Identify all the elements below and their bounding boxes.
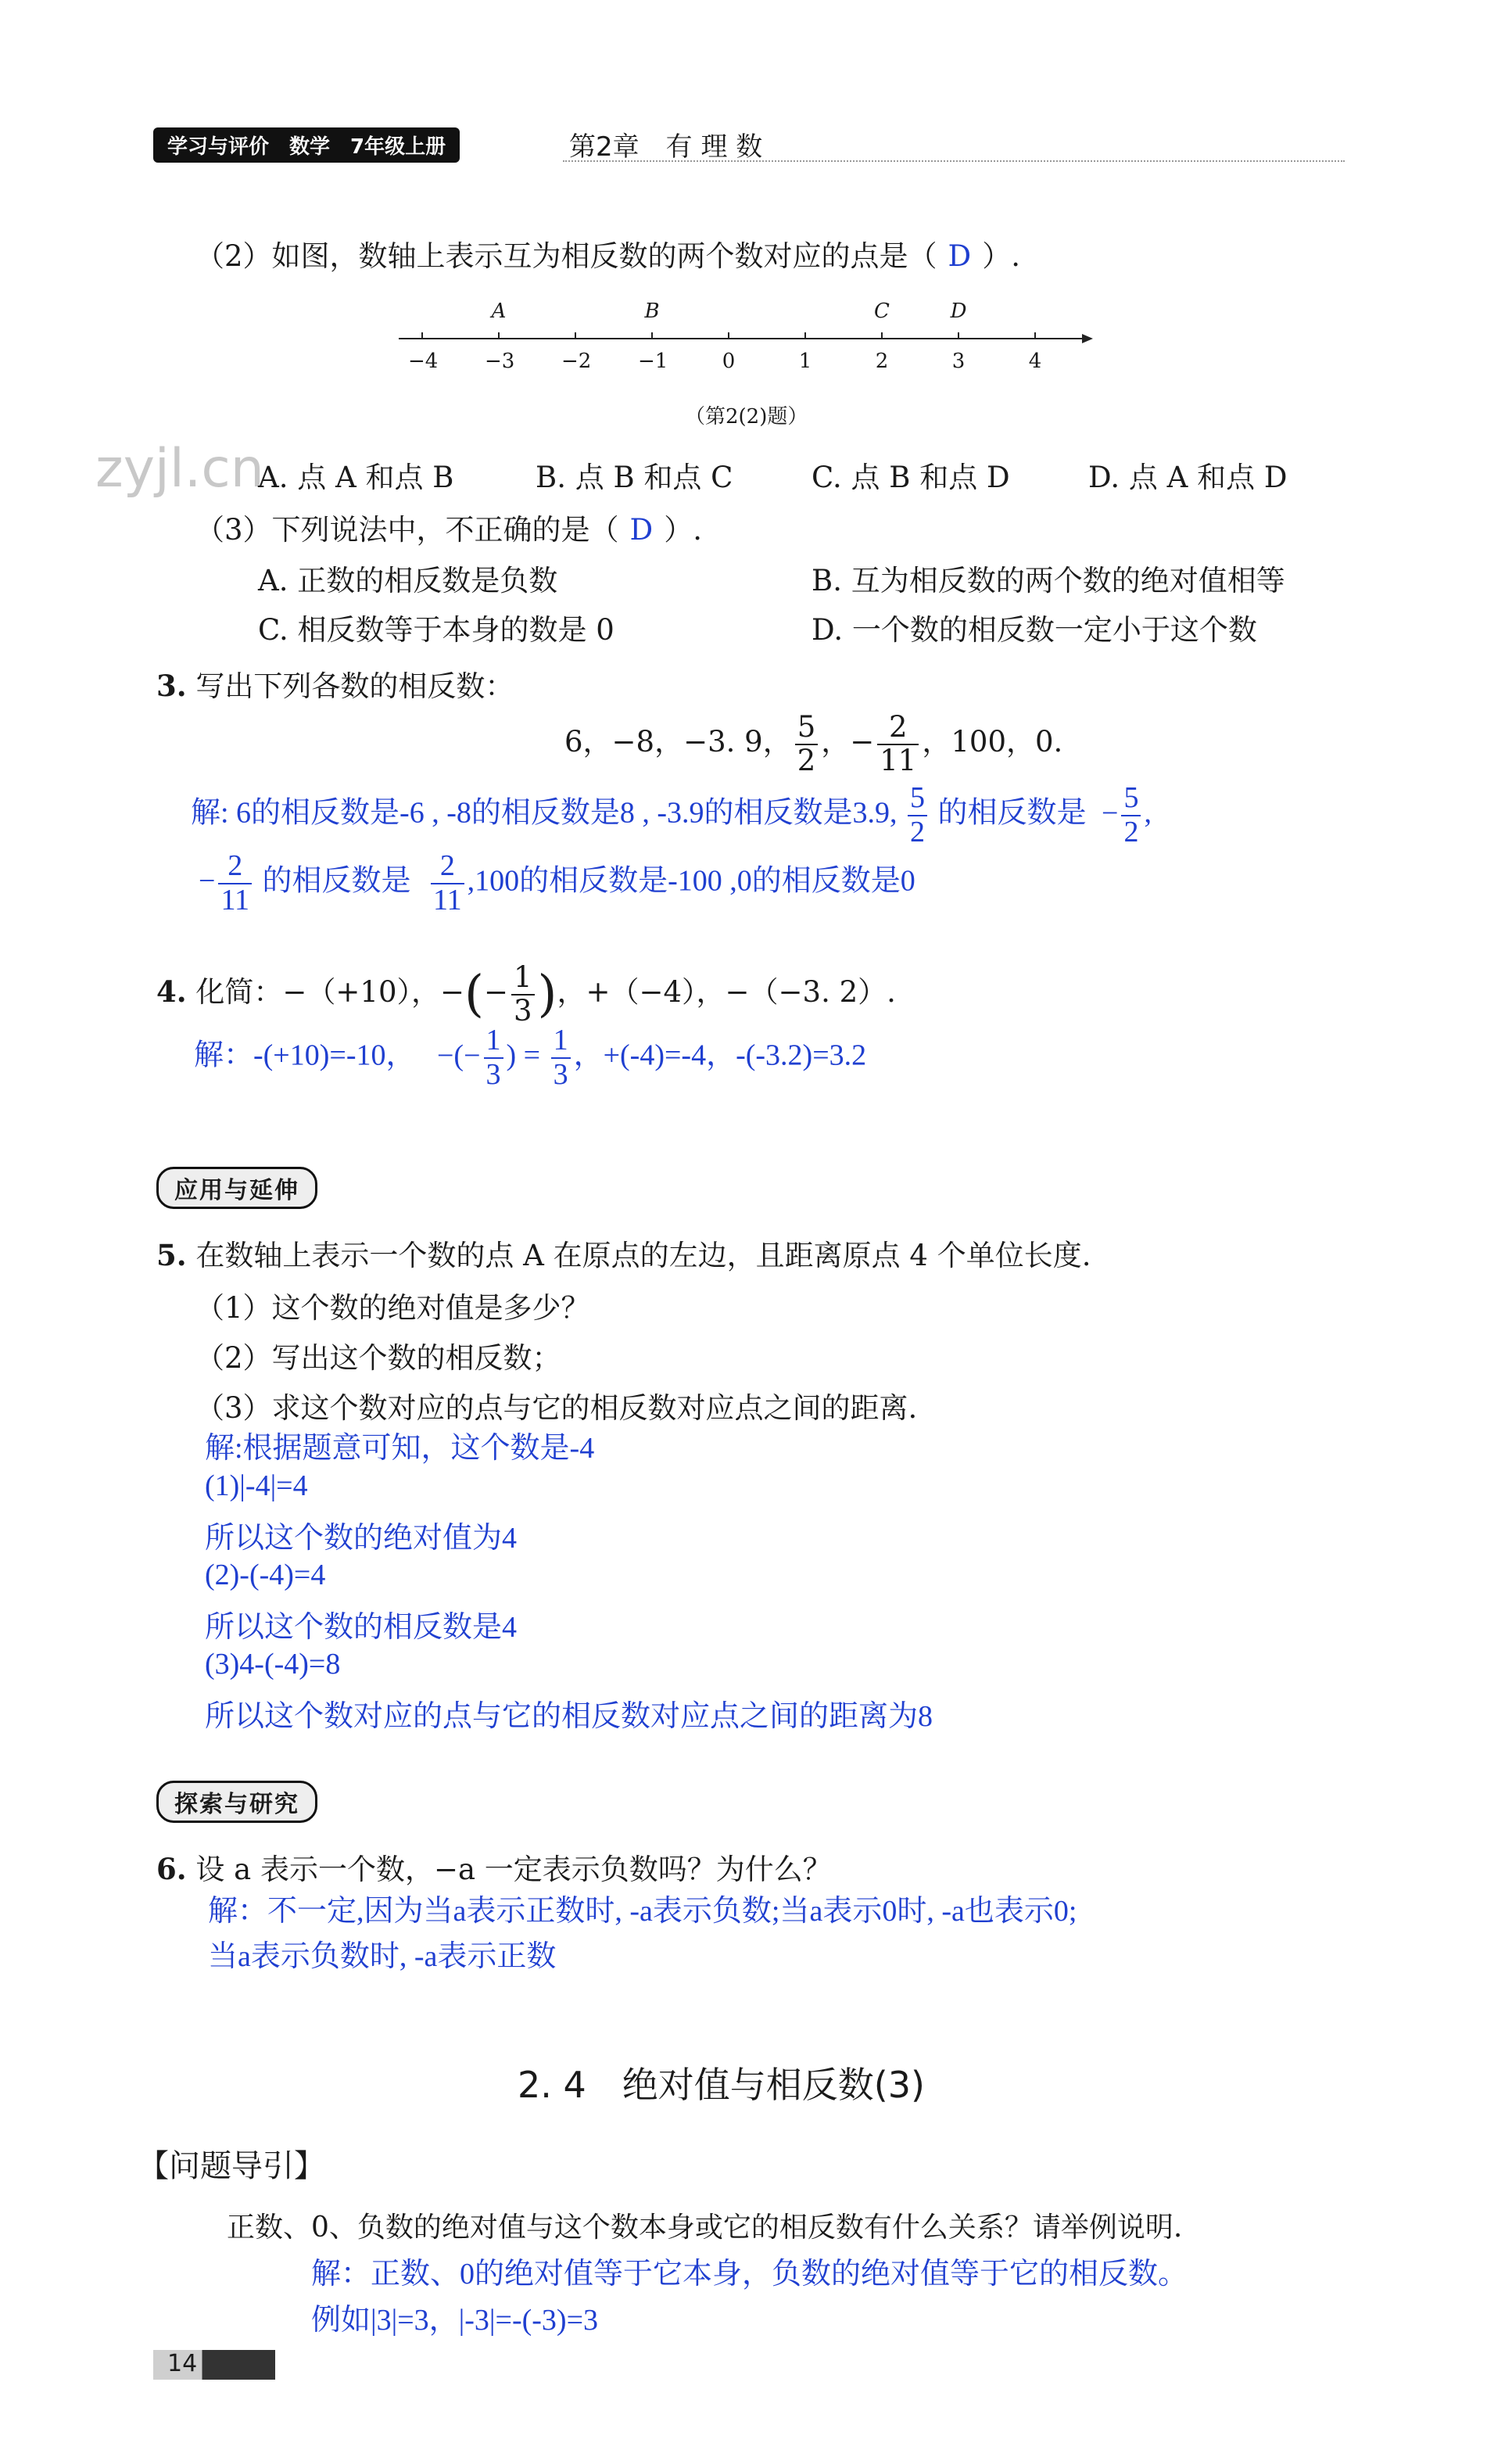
q2-3-option-c: C. 相反数等于本身的数是 0 [258, 613, 614, 647]
q5-sub-2: （2）写出这个数的相反数； [195, 1341, 561, 1375]
q2-3-option-b: B. 互为相反数的两个数的绝对值相等 [812, 564, 1285, 597]
q6-answer-2: 当a表示负数时, -a表示正数 [208, 1940, 557, 1973]
q4-stem: 4. 化简：−（+10），−(− $\frac{1}{3}$ )，+（−4），−（−3. 2）. [156, 960, 896, 1028]
q2-2-answer: D [948, 239, 972, 273]
axis-tick-label: 0 [722, 350, 736, 373]
q5-answer-3: 所以这个数的绝对值为4 [205, 1522, 518, 1555]
axis-tick-label: 2 [875, 350, 889, 373]
axis-tick-label: 1 [798, 350, 812, 373]
figure-caption: （第2(2)题） [685, 405, 808, 429]
q3-fraction-2: $\frac{2}{11}$ [877, 712, 919, 777]
page-number: 14 [167, 2350, 198, 2377]
q5-answer-2: (1)|-4|=4 [205, 1469, 308, 1502]
axis-tick-label: −2 [561, 350, 592, 373]
guide-answer-1: 解：正数、0的绝对值等于它本身，负数的绝对值等于它的相反数。 [311, 2258, 1188, 2291]
section-badge-exploration: 探索与研究 [156, 1781, 317, 1823]
q2-3-stem: （3）下列说法中，不正确的是（ D ）. [195, 513, 702, 547]
q3-number-list: 6，−8，−3. 9， $\frac{5}{2}$ ，− $\frac{2}{11}$ ，100，0. [564, 710, 1063, 777]
axis-point-label: D [950, 300, 967, 323]
q6-answer-1: 解：不一定,因为当a表示正数时, -a表示负数;当a表示0时, -a也表示0; [208, 1895, 1077, 1928]
q3-stem: 3. 写出下列各数的相反数： [156, 669, 514, 703]
q4-answer: 解：-(+10)=-10， −(− $\frac{1}{3}$ ) = $\frac{1}{3}$ ，+(-4)=-4，-(-3.2)=3.2 [194, 1024, 867, 1091]
axis-tick-label: −4 [408, 350, 439, 373]
guide-question: 正数、0、负数的绝对值与这个数本身或它的相反数有什么关系？请举例说明. [227, 2212, 1183, 2244]
q2-3-answer: D [629, 513, 654, 547]
axis-point-label: C [874, 300, 890, 323]
q5-sub-3: （3）求这个数对应的点与它的相反数对应点之间的距离. [195, 1391, 918, 1425]
q5-sub-1: （1）这个数的绝对值是多少？ [195, 1291, 590, 1325]
guide-label: 【问题导引】 [138, 2148, 325, 2184]
guide-answer-2: 例如|3|=3，|-3|=-(-3)=3 [311, 2304, 598, 2337]
q2-2-option-d: D. 点 A 和点 D [1088, 461, 1288, 494]
q3-answer-line-1: 解: 6的相反数是-6 , -8的相反数是8 , -3.9的相反数是3.9, $\frac{5}{2}$ 的相反数是 − $\frac{5}{2}$ , [191, 781, 1152, 848]
q2-2-option-a: A. 点 A 和点 B [258, 461, 454, 494]
q3-fraction-1: $\frac{5}{2}$ [795, 712, 819, 777]
q2-2-option-c: C. 点 B 和点 D [812, 461, 1010, 494]
q2-2-stem: （2）如图，数轴上表示互为相反数的两个数对应的点是（ D ）. [195, 239, 1020, 273]
axis-tick-label: 3 [951, 350, 966, 373]
header-rule [563, 160, 1345, 162]
q2-3-option-d: D. 一个数的相反数一定小于这个数 [812, 613, 1257, 647]
section-badge-application: 应用与延伸 [156, 1167, 317, 1209]
q5-answer-4: (2)-(-4)=4 [205, 1559, 326, 1591]
axis-point-label: A [491, 300, 507, 323]
q2-3-option-a: A. 正数的相反数是负数 [258, 564, 558, 597]
q2-2-option-b: B. 点 B 和点 C [536, 461, 733, 494]
q5-answer-5: 所以这个数的相反数是4 [205, 1611, 518, 1644]
q5-answer-1: 解:根据题意可知，这个数是-4 [205, 1432, 595, 1465]
q6-stem: 6. 设 a 表示一个数，−a 一定表示负数吗？为什么？ [156, 1852, 832, 1886]
axis-point-label: B [644, 300, 660, 323]
chapter-title: 第2章 有 理 数 [569, 131, 763, 163]
book-label: 学习与评价 数学 7年级上册 [153, 127, 460, 163]
axis-tick-label: −1 [638, 350, 668, 373]
q5-stem: 5. 在数轴上表示一个数的点 A 在原点的左边，且距离原点 4 个单位长度. [156, 1238, 1091, 1272]
watermark: zyjl.cn [95, 438, 264, 500]
axis-tick-label: 4 [1028, 350, 1042, 373]
axis-tick-label: −3 [485, 350, 515, 373]
q5-answer-7: 所以这个数对应的点与它的相反数对应点之间的距离为8 [205, 1700, 933, 1733]
q3-answer-line-2: − $\frac{2}{11}$ 的相反数是 $\frac{2}{11}$ ,100的相反数是-100 ,0的相反数是0 [199, 849, 915, 917]
q5-answer-6: (3)4-(-4)=8 [205, 1648, 341, 1681]
section-title: 2. 4 绝对值与相反数(3) [518, 2064, 925, 2106]
